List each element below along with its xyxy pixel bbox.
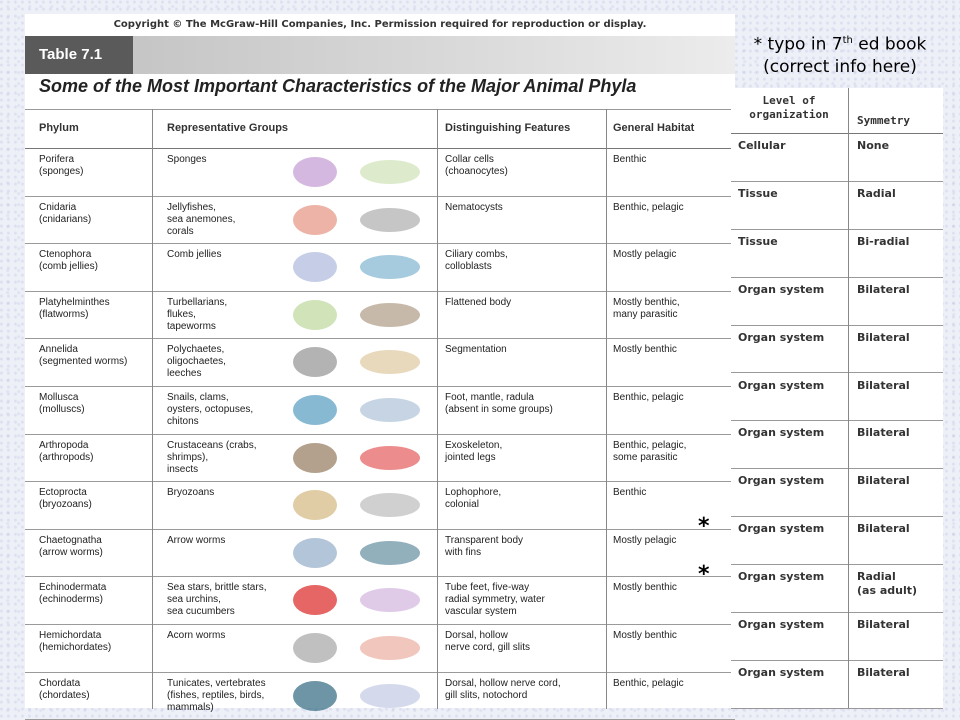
cell-groups: Snails, clams, oysters, octopuses, chitons: [167, 392, 254, 427]
cell-habitat: Benthic, pelagic: [613, 392, 684, 403]
cell-level: Tissue: [738, 186, 778, 200]
cell-phylum: Platyhelminthes (flatworms): [39, 296, 110, 320]
cell-symmetry: Bilateral: [857, 474, 910, 488]
correction-row: [731, 660, 943, 709]
cell-symmetry: Bi-radial: [857, 234, 910, 248]
correction-row: [731, 468, 943, 517]
illustration-shape: [360, 255, 420, 279]
cell-level: Organ system: [738, 426, 825, 440]
cell-level: Tissue: [738, 234, 778, 248]
column-divider: [152, 109, 153, 709]
correction-row: [731, 612, 943, 661]
cell-groups: Arrow worms: [167, 534, 226, 546]
cell-level: Organ system: [738, 618, 825, 631]
cell-groups: Crustaceans (crabs, shrimps), insects: [167, 439, 257, 475]
animal-illustration: [275, 247, 450, 285]
column-divider: [606, 109, 607, 709]
cell-groups: Comb jellies: [167, 249, 222, 261]
table-row: [25, 148, 735, 197]
correction-row: [731, 420, 943, 469]
cell-level: Cellular: [738, 139, 786, 152]
animal-illustration: [275, 533, 450, 571]
animal-illustration: [275, 342, 450, 380]
table-row: [25, 196, 735, 245]
cell-habitat: Benthic: [613, 487, 647, 499]
table-row: [25, 672, 735, 720]
cell-features: Tube feet, five-way radial symmetry, water vascular system: [445, 582, 545, 618]
cell-features: Segmentation: [445, 344, 507, 356]
typo-note: [737, 30, 943, 78]
cell-features: Exoskeleton, jointed legs: [445, 439, 503, 463]
cell-groups: Turbellarians, flukes, tapeworms: [167, 296, 228, 332]
animal-illustration: [275, 152, 450, 190]
column-divider: [437, 109, 438, 709]
table-row: [25, 243, 735, 292]
cell-phylum: Echinodermata (echinoderms): [39, 582, 107, 606]
cell-symmetry: Bilateral: [857, 665, 910, 679]
illustration-shape: [293, 252, 337, 282]
illustration-shape: [293, 538, 337, 568]
cell-features: Lophophore, colonial: [445, 487, 502, 511]
copyright-notice: Copyright © The McGraw-Hill Companies, Inc. Permission required for reproduction or display.: [113, 19, 647, 30]
cell-phylum: Cnidaria (cnidarians): [39, 201, 92, 225]
illustration-shape: [360, 303, 420, 327]
animal-illustration: [275, 628, 450, 666]
illustration-shape: [293, 157, 337, 187]
illustration-shape: [293, 205, 337, 235]
cell-phylum: Ctenophora (comb jellies): [39, 249, 98, 273]
cell-level: Organ system: [738, 330, 825, 344]
cell-phylum: Mollusca (molluscs): [39, 392, 85, 415]
cell-level: Organ system: [738, 282, 825, 296]
header-features: Distinguishing Features: [445, 122, 571, 134]
animal-illustration: [275, 676, 450, 714]
cell-phylum: Porifera (sponges): [39, 154, 84, 177]
animal-illustration: [275, 390, 450, 428]
cell-habitat: Benthic, pelagic, some parasitic: [613, 439, 687, 463]
typo-note-prefix: * typo in 7: [753, 34, 843, 55]
cell-symmetry: Bilateral: [857, 282, 910, 296]
cell-groups: Bryozoans: [167, 487, 215, 499]
header-level: Level of organization: [749, 94, 829, 121]
table-row: [25, 481, 735, 530]
cell-habitat: Mostly benthic, many parasitic: [613, 296, 680, 320]
cell-groups: Sea stars, brittle stars, sea urchins, sea cucumbers: [167, 582, 267, 618]
illustration-shape: [293, 300, 337, 330]
typo-note-line2: (correct info here): [763, 56, 917, 77]
illustration-shape: [360, 541, 420, 565]
table-row: [25, 338, 735, 387]
table-row: [25, 434, 735, 483]
cell-symmetry: Bilateral: [857, 618, 910, 631]
cell-symmetry: Radial (as adult): [857, 570, 918, 598]
illustration-shape: [360, 636, 420, 660]
correction-row: [731, 516, 943, 565]
asterisk-chaetognatha: *: [698, 514, 710, 539]
illustration-shape: [360, 208, 420, 232]
correction-row: [731, 564, 943, 613]
table-row: [25, 386, 735, 435]
illustration-shape: [293, 395, 337, 425]
correction-row: [731, 181, 943, 230]
cell-features: Nematocysts: [445, 201, 503, 213]
cell-phylum: Annelida (segmented worms): [39, 344, 128, 368]
cell-symmetry: Bilateral: [857, 426, 910, 440]
illustration-shape: [360, 446, 420, 470]
correction-row: [731, 277, 943, 326]
cell-habitat: Benthic, pelagic: [613, 677, 684, 689]
cell-groups: Jellyfishes, sea anemones, corals: [167, 201, 236, 237]
cell-symmetry: Radial: [857, 186, 896, 200]
cell-features: Transparent body with fins: [445, 534, 524, 558]
cell-symmetry: Bilateral: [857, 330, 910, 344]
cell-habitat: Benthic, pelagic: [613, 201, 684, 213]
cell-habitat: Mostly benthic: [613, 630, 677, 641]
correction-header: [731, 88, 943, 134]
illustration-shape: [360, 493, 420, 517]
cell-phylum: Ectoprocta (bryozoans): [39, 487, 92, 511]
typo-note-sup: th: [842, 35, 853, 46]
correction-table: [731, 88, 943, 708]
animal-illustration: [275, 485, 450, 523]
correction-row: [731, 325, 943, 374]
cell-habitat: Mostly benthic: [613, 582, 677, 594]
animal-illustration: [275, 200, 450, 238]
cell-features: Collar cells (choanocytes): [445, 154, 508, 177]
cell-groups: Sponges: [167, 154, 207, 165]
table-row: [25, 291, 735, 340]
illustration-shape: [293, 490, 337, 520]
cell-features: Ciliary combs, colloblasts: [445, 249, 508, 273]
cell-habitat: Benthic: [613, 154, 647, 165]
table-label-bar: [25, 36, 735, 74]
cell-level: Organ system: [738, 474, 825, 488]
column-divider: [848, 88, 849, 708]
asterisk-echinodermata: *: [698, 562, 710, 587]
header-habitat: General Habitat: [613, 122, 695, 134]
cell-level: Organ system: [738, 665, 825, 679]
cell-phylum: Chaetognatha (arrow worms): [39, 534, 103, 558]
illustration-shape: [293, 585, 337, 615]
illustration-shape: [360, 684, 420, 708]
cell-features: Dorsal, hollow nerve cord, gill slits: [445, 630, 531, 653]
cell-phylum: Hemichordata (hemichordates): [39, 630, 112, 653]
cell-habitat: Mostly pelagic: [613, 249, 677, 261]
illustration-shape: [360, 350, 420, 374]
illustration-shape: [293, 347, 337, 377]
table-label: Table 7.1: [25, 36, 133, 74]
cell-level: Organ system: [738, 570, 825, 584]
table-panel: [25, 14, 735, 713]
animal-illustration: [275, 295, 450, 333]
cell-symmetry: Bilateral: [857, 378, 910, 392]
cell-habitat: Mostly benthic: [613, 344, 677, 356]
cell-habitat: Mostly pelagic: [613, 534, 677, 546]
header-groups: Representative Groups: [167, 122, 289, 134]
table-header: [25, 109, 735, 149]
cell-features: Flattened body: [445, 296, 512, 308]
cell-features: Foot, mantle, radula (absent in some groups): [445, 392, 553, 415]
animal-illustration: [275, 580, 450, 618]
table-row: [25, 529, 735, 578]
cell-groups: Acorn worms: [167, 630, 226, 641]
illustration-shape: [360, 588, 420, 612]
typo-note-suffix: ed book: [852, 34, 927, 55]
illustration-shape: [360, 398, 420, 422]
cell-groups: Polychaetes, oligochaetes, leeches: [167, 344, 226, 380]
illustration-shape: [293, 681, 337, 711]
header-symmetry: Symmetry: [857, 114, 910, 127]
cell-level: Organ system: [738, 522, 825, 536]
cell-phylum: Arthropoda (arthropods): [39, 439, 94, 463]
table-caption: Some of the Most Important Characteristics of the Major Animal Phyla: [39, 76, 637, 96]
correction-row: [731, 229, 943, 278]
cell-phylum: Chordata (chordates): [39, 677, 90, 701]
illustration-shape: [360, 160, 420, 184]
correction-row: [731, 133, 943, 182]
cell-symmetry: None: [857, 139, 890, 152]
table-row: [25, 624, 735, 673]
animal-illustration: [275, 438, 450, 476]
header-phylum: Phylum: [39, 122, 79, 134]
illustration-shape: [293, 443, 337, 473]
cell-level: Organ system: [738, 378, 825, 392]
illustration-shape: [293, 633, 337, 663]
cell-groups: Tunicates, vertebrates (fishes, reptiles, birds, mammals): [167, 677, 266, 713]
correction-row: [731, 373, 943, 422]
cell-features: Dorsal, hollow nerve cord, gill slits, notochord: [445, 677, 561, 701]
table-row: [25, 576, 735, 625]
cell-symmetry: Bilateral: [857, 522, 910, 536]
